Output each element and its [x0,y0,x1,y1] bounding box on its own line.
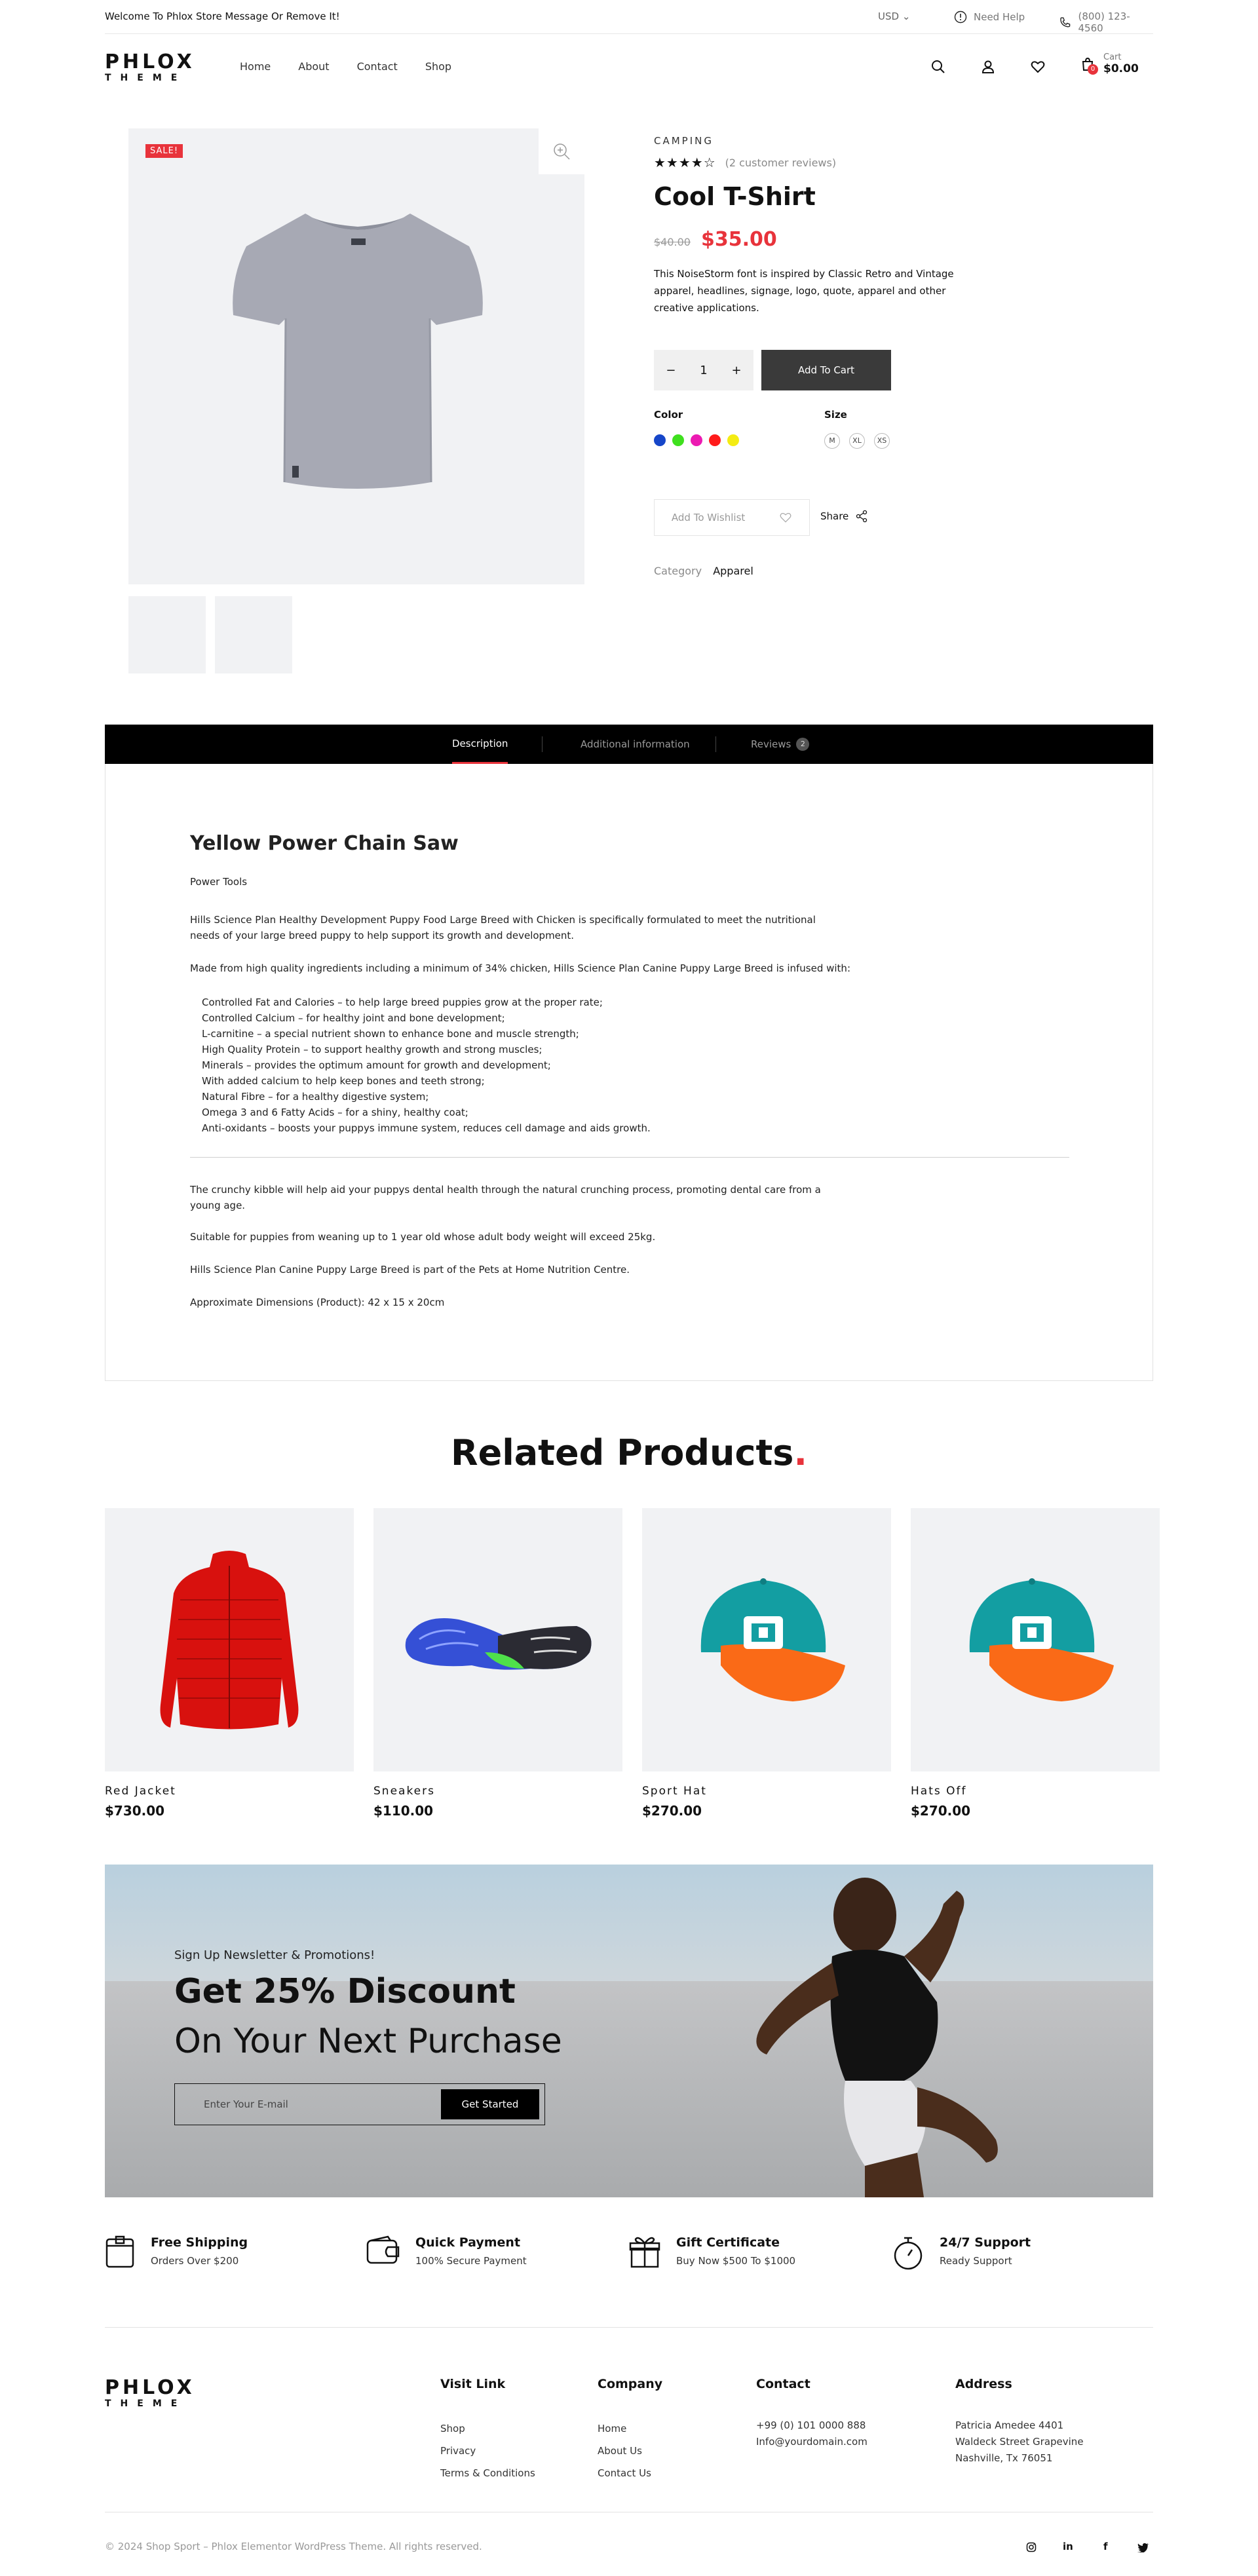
old-price: $40.00 [654,236,691,248]
description-heading: Yellow Power Chain Saw [190,832,459,855]
product-main-image[interactable] [128,128,584,584]
product-card[interactable] [911,1508,1160,1819]
related-title-dot: . [793,1432,807,1473]
product-card-price: $270.00 [642,1803,702,1819]
red-jacket-image [151,1547,308,1737]
tab-reviews[interactable] [751,725,809,764]
email-input[interactable]: Enter Your E-mail [204,2098,288,2110]
product-card-name[interactable]: Hats Off [911,1785,967,1798]
phone-number: (800) 123-4560 [1078,10,1130,34]
color-swatch-yellow[interactable] [727,434,739,446]
newsletter-subtitle: Sign Up Newsletter & Promotions! [174,1948,375,1962]
product-card-price: $730.00 [105,1803,165,1819]
user-icon[interactable] [980,59,996,75]
description-paragraph-3: The crunchy kibble will help aid your puppys dental health through the natural crunching process, promoting dental care from a young age. [190,1184,821,1211]
description-paragraph-1: Hills Science Plan Healthy Development Puppy Food Large Breed with Chicken is specifically formulated to meet the nutritional needs of your large breed puppy to help support its growth and development. [190,914,816,941]
cart-count-badge: 0 [1088,64,1098,75]
hats-off-image [950,1567,1120,1718]
feature-title: Quick Payment [415,2235,521,2250]
tshirt-image [227,200,489,508]
list-item: With added calcium to help keep bones and teeth strong; [202,1075,485,1087]
need-help-label: Need Help [974,11,1025,23]
feature-subtitle: Orders Over $200 [151,2255,239,2267]
product-summary [654,135,995,316]
description-divider [190,1157,1069,1158]
add-to-cart-button[interactable]: Add To Cart [761,350,891,390]
welcome-message: Welcome To Phlox Store Message Or Remove It! [105,10,340,22]
share-icon [855,510,868,523]
footer-col-visit [440,2377,535,2484]
copyright-text: © 2024 Shop Sport – Phlox Elementor WordPress Theme. All rights reserved. [105,2541,482,2552]
quantity-stepper [654,350,753,390]
sale-badge: SALE! [145,144,183,158]
minus-icon[interactable]: − [666,363,676,377]
footer-link-shop[interactable]: Shop [440,2423,465,2434]
tab-divider [715,736,716,752]
logo-line-1: PHLOX [105,50,195,73]
tab-description[interactable]: Description [452,725,508,764]
newsletter-headline: Get 25% Discount [174,1972,516,2011]
product-card-name[interactable]: Sport Hat [642,1785,707,1798]
product-card-image[interactable] [373,1508,622,1771]
description-paragraph-6: Approximate Dimensions (Product): 42 x 15 x 20cm [190,1297,445,1308]
product-card-image[interactable] [105,1508,354,1771]
related-products-title [0,1432,1258,1473]
product-rating [654,155,995,170]
chevron-down-icon: ⌄ [902,10,911,22]
list-item: Natural Fibre – for a healthy digestive system; [202,1091,429,1103]
heart-outline-icon [779,511,792,524]
feature-subtitle: 100% Secure Payment [415,2255,527,2267]
color-swatch-red[interactable] [709,434,721,446]
product-meta-category [654,565,753,577]
footer-col-contact [756,2377,867,2450]
logo-line-1: PHLOX [105,2376,195,2399]
cart-label: Cart [1103,52,1122,62]
footer-link-contact[interactable]: Contact Us [598,2467,651,2479]
newsletter-headline-2: On Your Next Purchase [174,2022,562,2061]
newsletter-form [174,2083,545,2125]
list-item: L-carnitine – a special nutrient shown to enhance bone and muscle strength; [202,1028,579,1040]
athlete-image [629,1865,1153,2197]
feature-title: 24/7 Support [940,2235,1031,2250]
facebook-icon[interactable]: f [1103,2541,1108,2552]
product-card-price: $110.00 [373,1803,434,1819]
feature-title: Gift Certificate [676,2235,780,2250]
tab-divider [542,736,543,752]
footer-address-line: Waldeck Street Grapevine [955,2436,1084,2448]
footer-logo[interactable] [105,2378,195,2410]
feature-item [629,2235,795,2268]
wallet-icon [366,2235,400,2265]
product-tabs [105,725,1153,764]
product-card[interactable] [105,1508,354,1819]
color-label: Color [654,409,683,421]
footer-divider [105,2327,1153,2328]
product-card-name[interactable]: Red Jacket [105,1785,176,1798]
footer-link-home[interactable]: Home [598,2423,627,2434]
thumbnail-2[interactable] [215,596,292,673]
footer-address-line: Patricia Amedee 4401 [955,2419,1064,2431]
twitter-icon[interactable] [1137,2543,1149,2552]
top-bar [105,0,1153,34]
product-price [654,228,995,251]
gift-icon [629,2235,660,2268]
footer-heading: Company [598,2377,663,2391]
color-swatch-pink[interactable] [691,434,702,446]
main-nav [240,60,451,73]
nav-home[interactable]: Home [240,60,271,73]
category-label: Category [654,565,702,577]
site-logo[interactable] [105,52,195,84]
footer-link-terms[interactable]: Terms & Conditions [440,2467,535,2479]
newsletter-banner [105,1865,1153,2197]
footer-address-line: Nashville, Tx 76051 [955,2452,1053,2464]
info-circle-icon [954,10,967,24]
cart-widget[interactable] [1080,52,1139,75]
product-card[interactable] [373,1508,622,1819]
thumbnail-1[interactable] [128,596,206,673]
product-card-image[interactable] [642,1508,891,1771]
reviews-link[interactable]: (2 customer reviews) [725,156,837,169]
product-category[interactable]: CAMPING [654,135,714,147]
product-card-price: $270.00 [911,1803,971,1819]
product-card-image[interactable] [911,1508,1160,1771]
logo-line-2: THEME [105,2398,187,2409]
cart-total: $0.00 [1103,62,1139,75]
description-paragraph-5: Hills Science Plan Canine Puppy Large Breed is part of the Pets at Home Nutrition Centre. [190,1264,630,1276]
currency-value: USD [878,10,900,22]
linkedin-icon[interactable]: in [1063,2541,1073,2552]
product-card-name[interactable]: Sneakers [373,1785,435,1798]
sale-price: $35.00 [700,228,777,251]
feature-title: Free Shipping [151,2235,248,2250]
footer-heading: Visit Link [440,2377,506,2391]
tab-additional-information[interactable]: Additional information [581,738,690,750]
list-item: Omega 3 and 6 Fatty Acids – for a shiny, healthy coat; [202,1107,468,1118]
phone-icon [1059,16,1072,29]
description-paragraph-2: Made from high quality ingredients including a minimum of 34% chicken, Hills Science Plan Canine Puppy Large Breed is infused with: [190,962,850,974]
sport-hat-image [681,1567,852,1718]
color-swatch-green[interactable] [672,434,684,446]
footer-col-company [598,2377,662,2484]
footer-col-address [955,2377,1084,2467]
footer-heading: Contact [756,2377,810,2391]
product-short-description: This NoiseStorm font is inspired by Classic Retro and Vintage apparel, headlines, signage, logo, quote, apparel and other creative applications. [654,268,954,314]
stopwatch-icon [892,2235,924,2271]
share-label: Share [820,510,849,522]
description-subheading: Power Tools [190,876,248,888]
plus-icon[interactable]: + [731,363,742,377]
need-help-link[interactable] [954,10,1025,24]
footer-link-privacy[interactable]: Privacy [440,2445,476,2457]
size-option-xs[interactable]: XS [874,433,890,449]
zoom-button[interactable] [539,128,584,174]
quantity-value[interactable]: 1 [700,363,708,377]
star-rating-icon: ★★★★☆ [654,155,716,170]
add-to-wishlist-button[interactable] [654,499,810,536]
nav-contact[interactable]: Contact [356,60,398,73]
sneakers-image [400,1606,596,1685]
logo-line-2: THEME [105,73,187,83]
category-value-link[interactable]: Apparel [713,565,753,577]
description-paragraph-4: Suitable for puppies from weaning up to 1 year old whose adult body weight will exceed 25kg. [190,1231,656,1243]
feature-subtitle: Ready Support [940,2255,1012,2267]
reviews-count-badge: 2 [796,738,809,751]
description-bullets [202,994,651,1136]
list-item: Controlled Calcium – for healthy joint and bone development; [202,1012,505,1024]
zoom-in-icon [552,142,571,161]
nav-shop[interactable]: Shop [425,60,452,73]
feature-item [366,2235,527,2267]
list-item: Controlled Fat and Calories – to help large breed puppies grow at the proper rate; [202,996,603,1008]
product-title: Cool T-Shirt [654,182,816,211]
nav-about[interactable]: About [298,60,330,73]
tab-reviews-label: Reviews [751,738,791,750]
feature-subtitle: Buy Now $500 To $1000 [676,2255,796,2267]
box-icon [105,2235,135,2268]
get-started-button[interactable]: Get Started [441,2089,539,2119]
product-card[interactable] [642,1508,891,1819]
share-button[interactable] [820,510,868,523]
instagram-icon[interactable] [1026,2542,1037,2552]
list-item: Anti-oxidants – boosts your puppys immune system, reduces cell damage and aids growth. [202,1122,651,1134]
phone-link[interactable] [1059,10,1153,34]
search-icon[interactable] [930,59,946,75]
footer-heading: Address [955,2377,1012,2391]
footer-phone[interactable]: +99 (0) 101 0000 888 [756,2419,866,2431]
heart-icon[interactable] [1030,59,1046,75]
size-option-m[interactable]: M [824,433,840,449]
list-item: Minerals – provides the optimum amount for growth and development; [202,1059,551,1071]
color-swatch-blue[interactable] [654,434,666,446]
footer-link-about[interactable]: About Us [598,2445,642,2457]
wishlist-label: Add To Wishlist [671,512,746,523]
footer-email[interactable]: Info@yourdomain.com [756,2436,867,2448]
related-title-text: Related Products [451,1432,794,1473]
feature-item [105,2235,248,2268]
feature-item [892,2235,1031,2271]
size-option-xl[interactable]: XL [849,433,865,449]
list-item: High Quality Protein – to support healthy growth and strong muscles; [202,1044,543,1055]
currency-select[interactable] [878,10,910,22]
size-label: Size [824,409,847,421]
